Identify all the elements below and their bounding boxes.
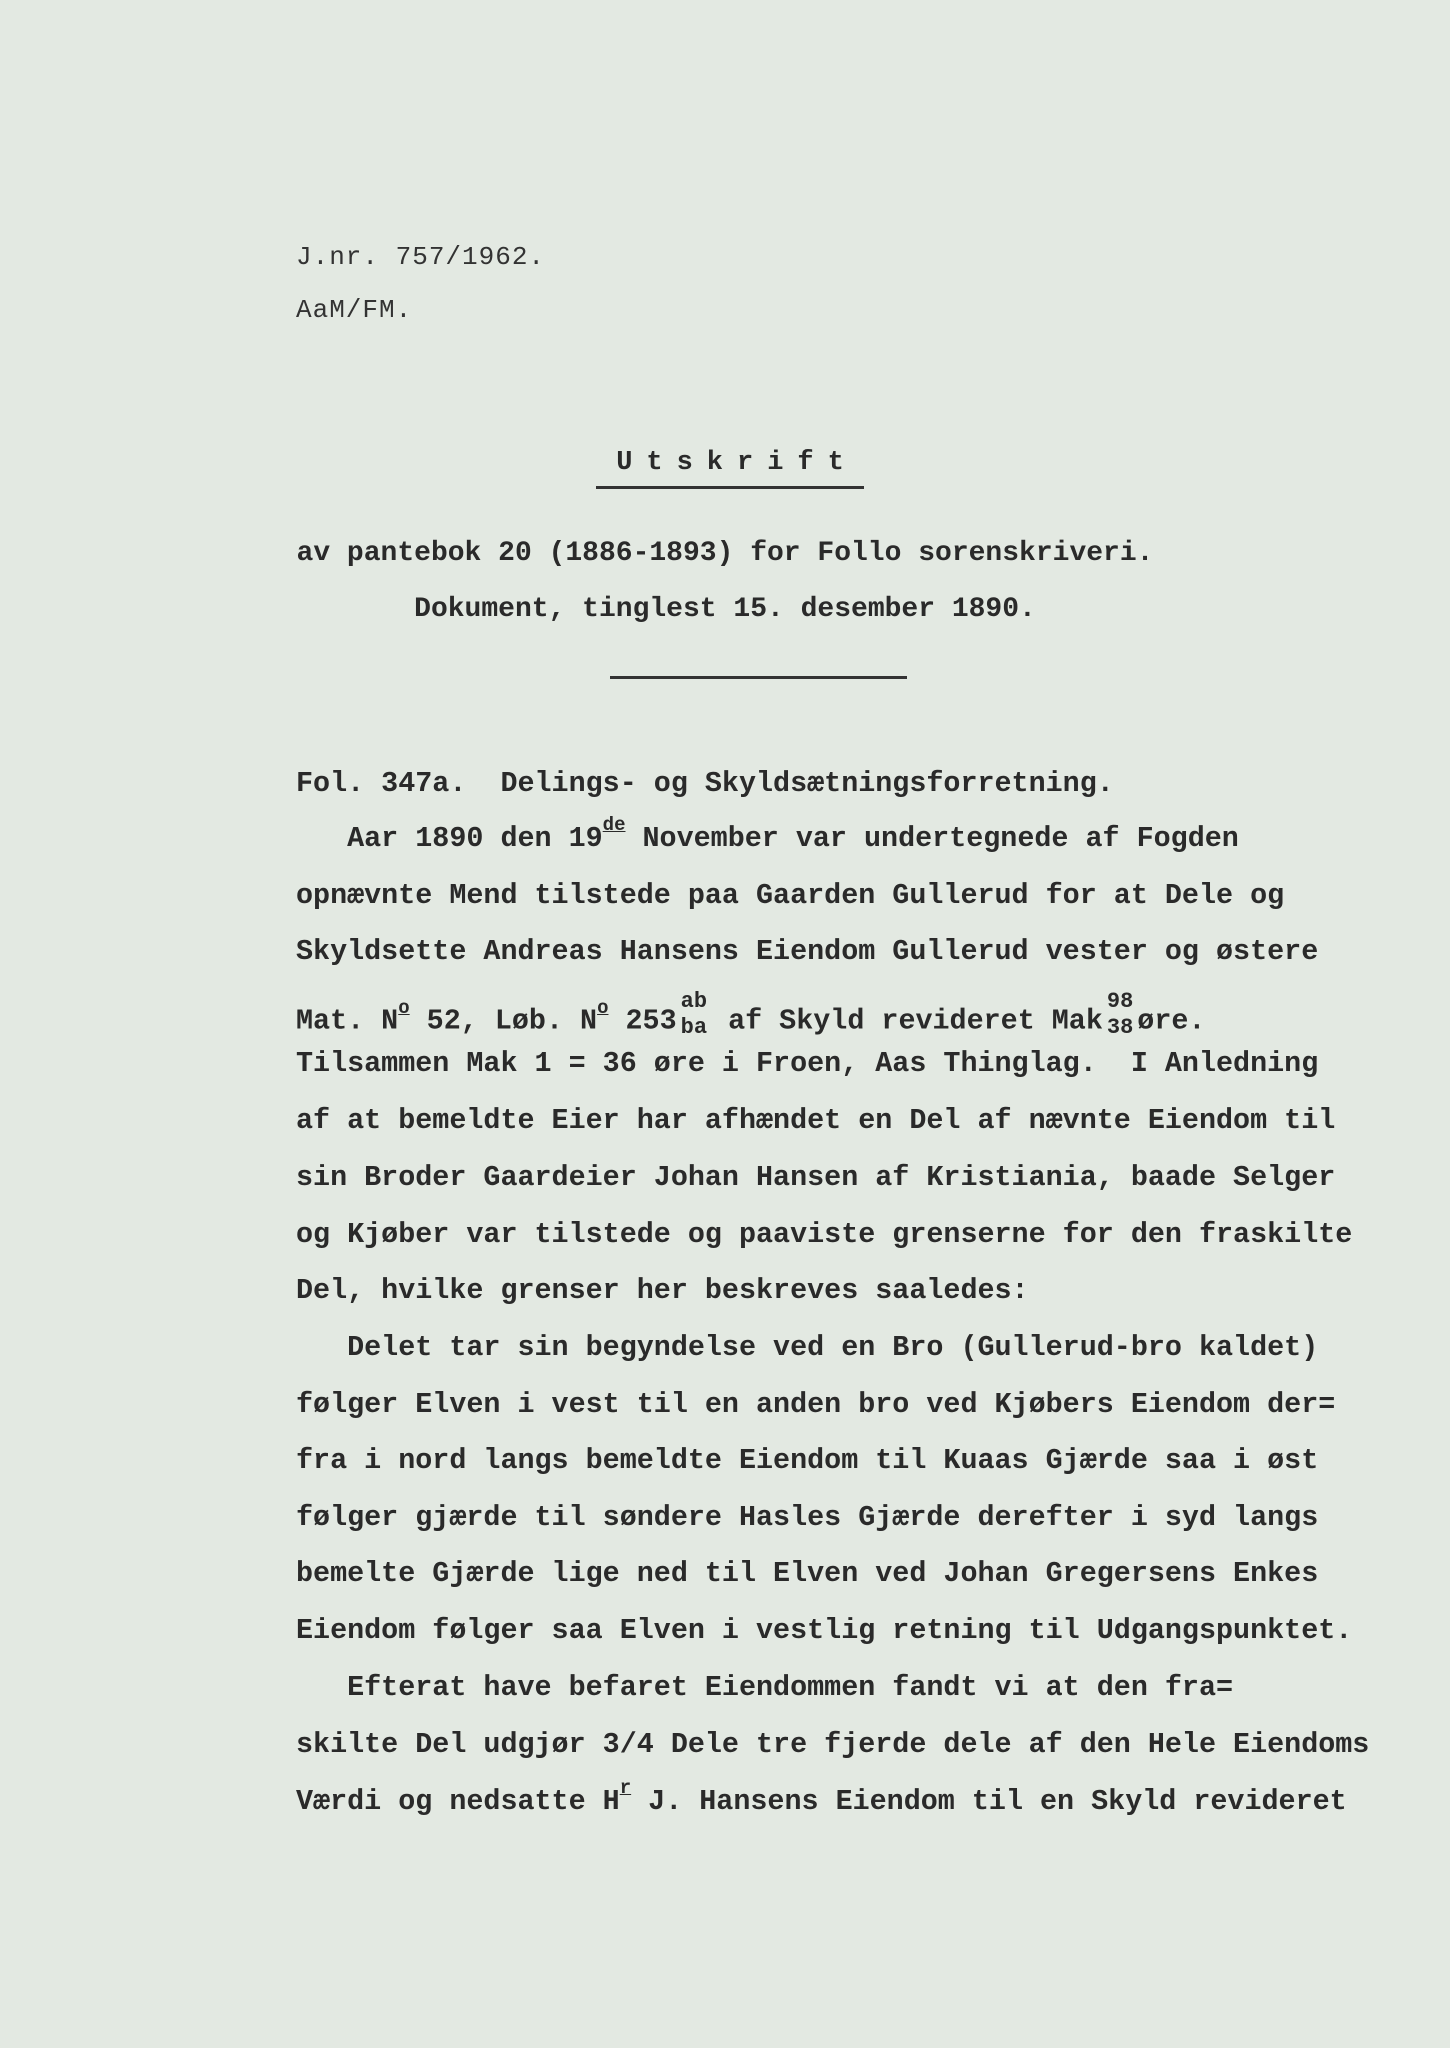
- text-span: J. Hansens Eiendom til en Skyld revideret: [631, 1785, 1347, 1818]
- superscript: r: [619, 1777, 632, 1799]
- text-span: Aar 1890 den 19: [296, 822, 603, 855]
- text-span: November var undertegnede af Fogden: [625, 822, 1239, 855]
- text-span: øre.: [1137, 1004, 1206, 1038]
- text-line: Tilsammen Mak 1 = 36 øre i Froen, Aas Thinglag. I Anledning: [296, 1047, 1319, 1080]
- divider-rule: [610, 676, 907, 679]
- text-span: Værdi og nedsatte H: [296, 1785, 620, 1818]
- superscript: de: [602, 814, 626, 836]
- text-line: Efterat have befaret Eiendommen fandt vi at den fra=: [296, 1671, 1234, 1704]
- text-line: af at bemeldte Eier har afhændet en Del af nævnte Eiendom til: [296, 1104, 1336, 1137]
- text-line: Eiendom følger saa Elven i vestlig retning til Udgangspunktet.: [296, 1614, 1353, 1647]
- text-line: følger gjærde til søndere Hasles Gjærde derefter i syd langs: [296, 1501, 1319, 1534]
- text-line: fra i nord langs bemeldte Eiendom til Kuaas Gjærde saa i øst: [296, 1444, 1319, 1477]
- text-line: Del, hvilke grenser her beskreves saaledes:: [296, 1274, 1029, 1307]
- text-span: Mat. N: [296, 1004, 399, 1038]
- superscript: o: [597, 996, 609, 1019]
- text-line: opnævnte Mend tilstede paa Gaarden Gullerud for at Dele og: [296, 879, 1285, 912]
- title-wrap: [0, 448, 1450, 489]
- fraction: [681, 989, 707, 1041]
- text-line: følger Elven i vest til en anden bro ved Kjøbers Eiendom der=: [296, 1388, 1336, 1421]
- text-line: og Kjøber var tilstede og paaviste grenserne for den fraskilte: [296, 1218, 1353, 1251]
- fraction-bottom: ba: [680, 1015, 708, 1040]
- fraction-top: ab: [680, 989, 708, 1014]
- subtitle-registered: Dokument, tinglest 15. desember 1890.: [414, 594, 1036, 625]
- fraction: [1107, 989, 1133, 1041]
- text-line: Delet tar sin begyndelse ved en Bro (Gullerud-bro kaldet): [296, 1331, 1319, 1364]
- text-line: sin Broder Gaardeier Johan Hansen af Kristiania, baade Selger: [296, 1161, 1336, 1194]
- journal-number: J.nr. 757/1962.: [296, 242, 546, 272]
- subtitle-source: av pantebok 20 (1886-1893) for Follo sorenskriveri.: [296, 538, 1154, 569]
- text-line: Skyldsette Andreas Hansens Eiendom Gullerud vester og østere: [296, 935, 1319, 968]
- text-line: Fol. 347a. Delings- og Skyldsætningsforretning.: [296, 767, 1114, 800]
- fraction-top: 98: [1106, 989, 1134, 1014]
- text-span: af Skyld revideret Mak: [711, 1004, 1103, 1038]
- text-line: bemelte Gjærde lige ned til Elven ved Johan Gregersens Enkes: [296, 1557, 1319, 1590]
- text-line: [296, 1777, 1347, 1818]
- fraction-bottom: 38: [1106, 1015, 1134, 1040]
- text-line: [296, 989, 1206, 1047]
- text-span: 253: [608, 1004, 677, 1038]
- text-line: skilte Del udgjør 3/4 Dele tre fjerde dele af den Hele Eiendoms: [296, 1728, 1370, 1761]
- text-span: 52, Løb. N: [409, 1004, 598, 1038]
- text-line: [296, 814, 1239, 855]
- superscript: o: [398, 996, 410, 1019]
- document-title: Utskrift: [596, 448, 864, 489]
- initials: AaM/FM.: [296, 295, 413, 325]
